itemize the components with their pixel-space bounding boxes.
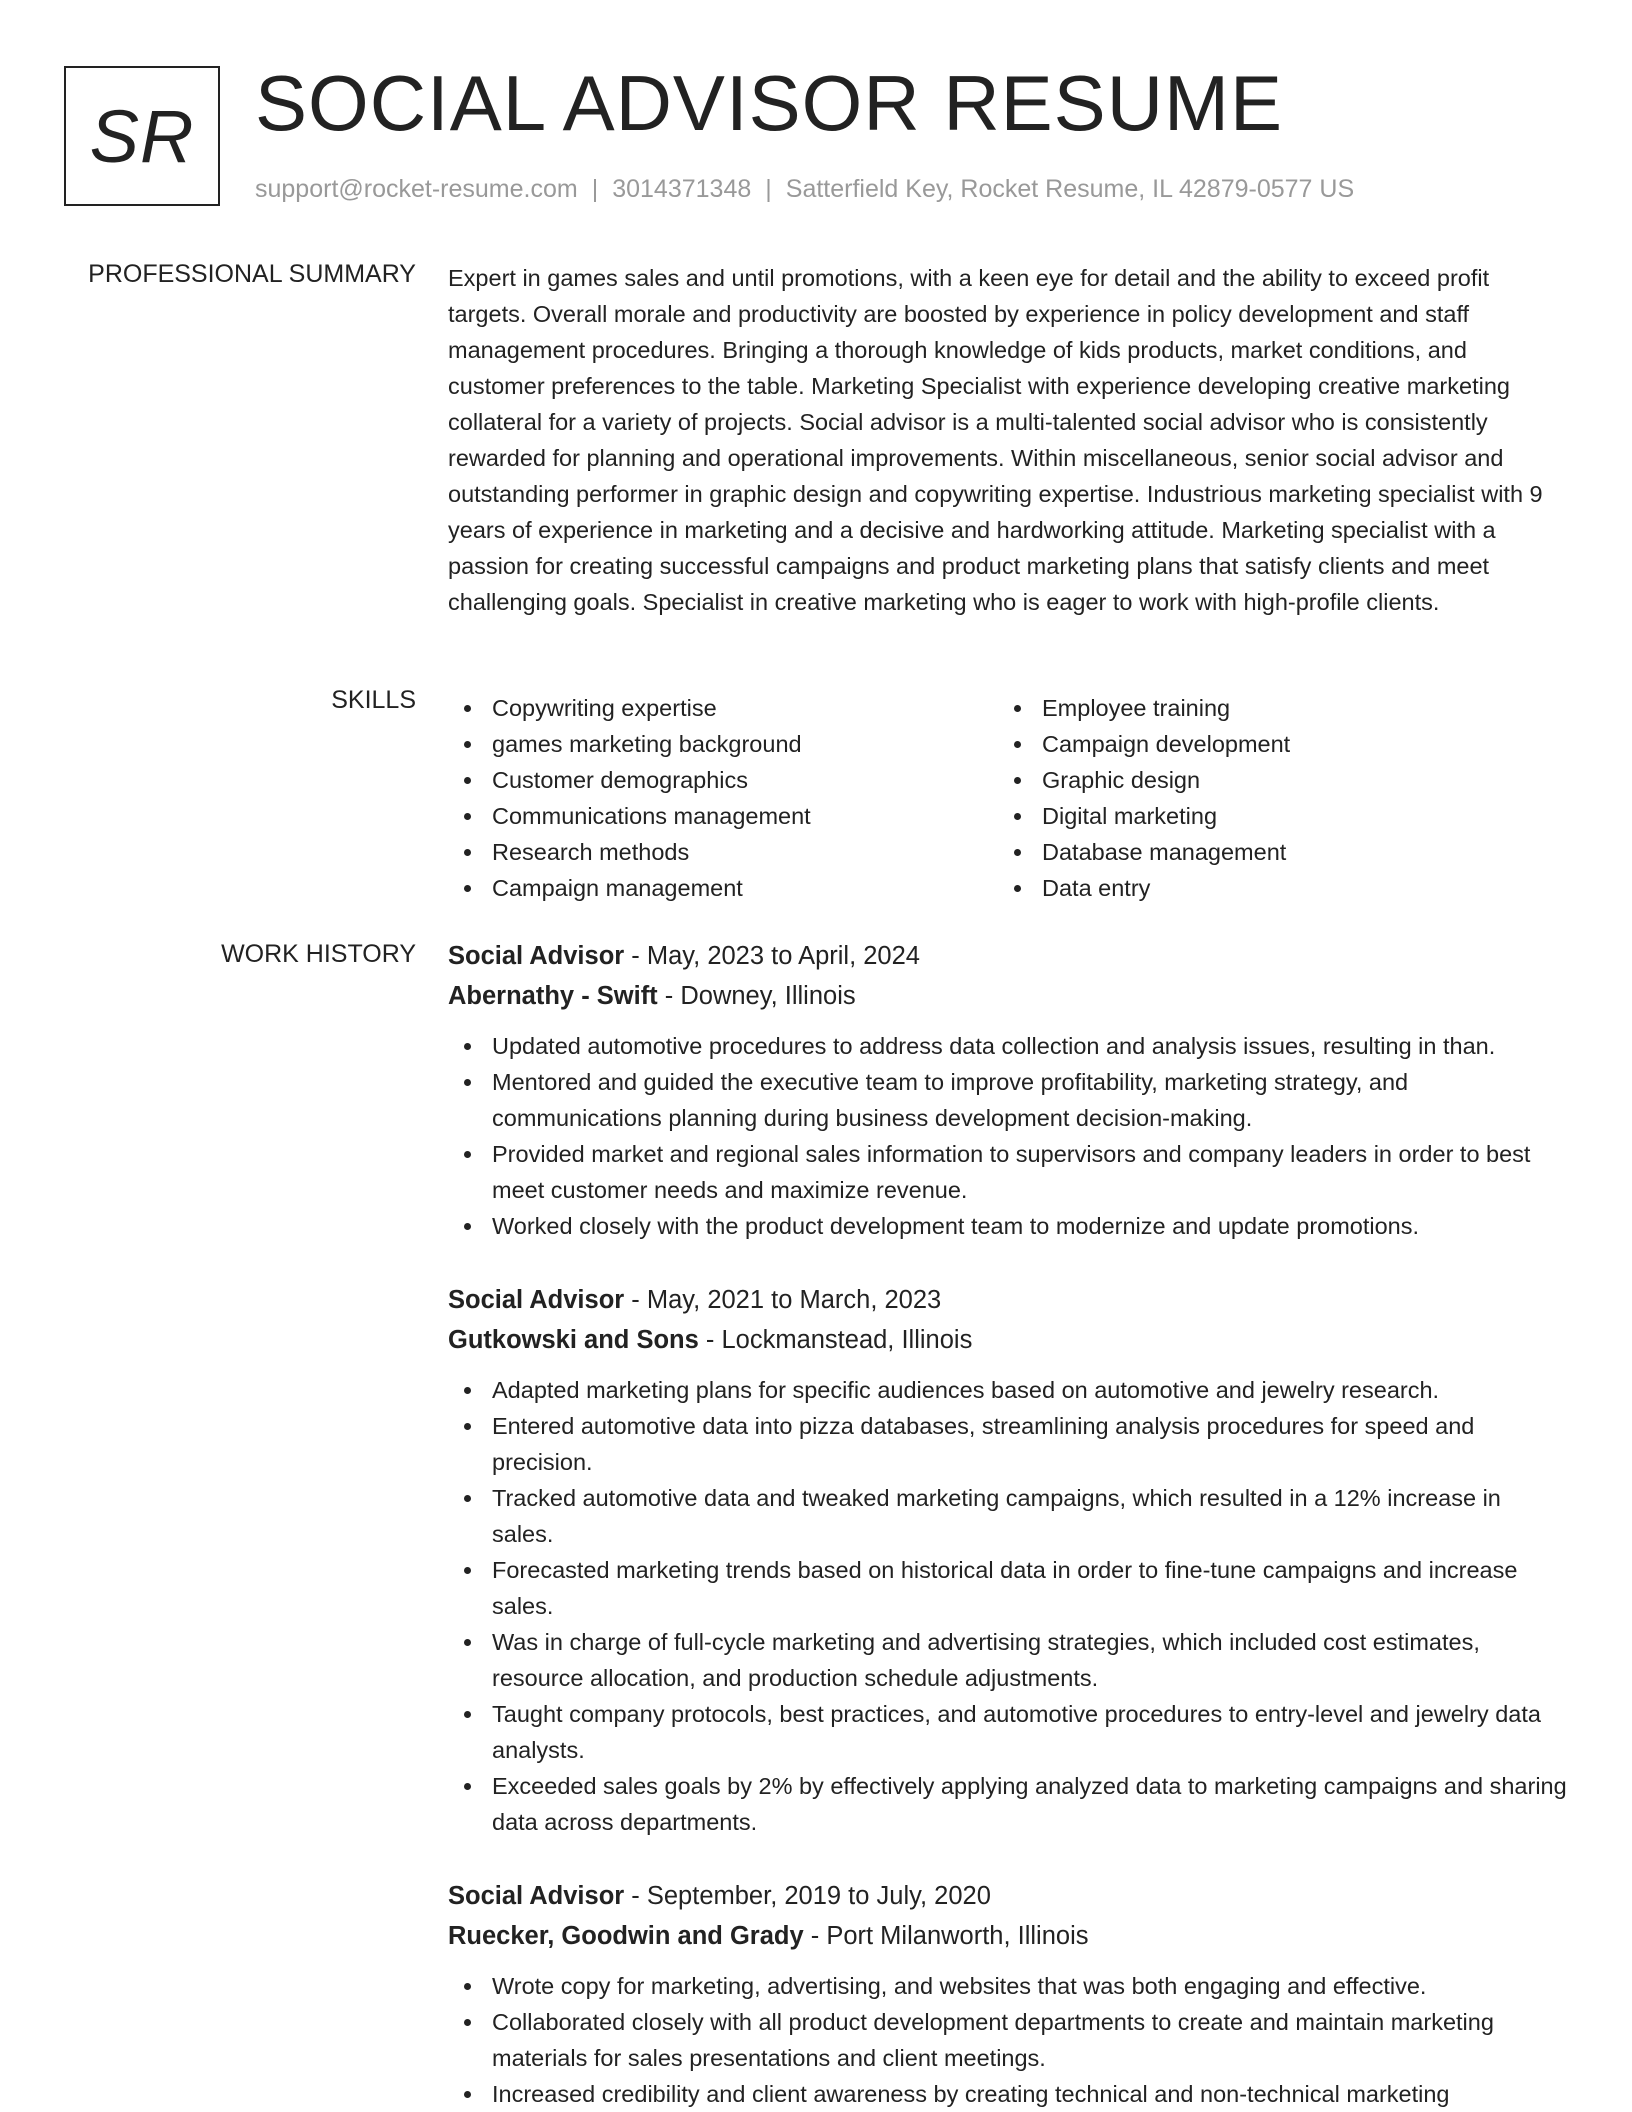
skill-item: Graphic design [1042,762,1582,798]
job-bullet: Adapted marketing plans for specific audiences based on automotive and jewelry research. [492,1372,1568,1408]
contact-phone: 3014371348 [612,175,752,203]
skill-item: Employee training [1042,690,1582,726]
job-bullets [448,1372,1568,1840]
job-bullets [448,1028,1568,1244]
job-bullet: Worked closely with the product development team to modernize and update promotions. [492,1208,1568,1244]
skill-item: Copywriting expertise [492,690,1032,726]
skill-item: Database management [1042,834,1582,870]
skill-item: Data entry [1042,870,1582,906]
job-title: Social Advisor [448,1882,625,1910]
job-bullet: Exceeded sales goals by 2% by effectively applying analyzed data to marketing campaigns and sharing data across departments. [492,1768,1568,1840]
job-entry [448,1280,1568,1840]
skill-item: Campaign development [1042,726,1582,762]
job-bullet: Collaborated closely with all product development departments to create and maintain marketing materials for sales presentations and client meetings. [492,2004,1568,2076]
job-company: Gutkowski and Sons [448,1326,699,1354]
job-company: Ruecker, Goodwin and Grady [448,1922,804,1950]
job-company-line [448,1320,1568,1360]
job-bullet: Tracked automotive data and tweaked marketing campaigns, which resulted in a 12% increase in sales. [492,1480,1568,1552]
job-company-line [448,1916,1568,1956]
contact-separator: | [591,175,599,203]
job-location: - Lockmanstead, Illinois [698,1326,973,1354]
section-label-skills: SKILLS [331,686,416,714]
job-bullet: Provided market and regional sales information to supervisors and company leaders in order to best meet customer needs and maximize revenue. [492,1136,1568,1208]
job-entry [448,936,1568,1244]
job-title-line [448,1876,1568,1916]
job-bullet: Entered automotive data into pizza databases, streamlining analysis procedures for speed and precision. [492,1408,1568,1480]
job-dates: - May, 2023 to April, 2024 [624,942,920,970]
job-dates: - May, 2021 to March, 2023 [624,1286,942,1314]
summary-text: Expert in games sales and until promotions, with a keen eye for detail and the ability to exceed profit targets. Overall morale and productivity are boosted by experience in policy development and staff management procedures. Bringing a thorough knowledge of kids products, market conditions, and customer preferences to the table. Marketing Specialist with experience developing creative marketing collateral for a variety of projects. Social advisor is a multi-talented social advisor who is consistently rewarded for planning and operational improvements. Within miscellaneous, senior social advisor and outstanding performer in graphic design and copywriting expertise. Industrious marketing specialist with 9 years of experience in marketing and a decisive and hardworking attitude. Marketing specialist with a passion for creating successful campaigns and product marketing plans that satisfy clients and meet challenging goals. Specialist in creative marketing who is eager to work with high-profile clients. [448,265,1543,615]
job-bullets [448,1968,1568,2112]
skill-item: Research methods [492,834,1032,870]
initials-monogram: SR [64,66,220,206]
section-label-work-history: WORK HISTORY [221,940,416,968]
skill-item: Communications management [492,798,1032,834]
skill-item: games marketing background [492,726,1032,762]
contact-email: support@rocket-resume.com [255,175,578,203]
job-title-line [448,1280,1568,1320]
job-bullet: Wrote copy for marketing, advertising, and websites that was both engaging and effective. [492,1968,1568,2004]
skill-item: Campaign management [492,870,1032,906]
skills-list-right [998,690,1582,906]
contact-address: Satterfield Key, Rocket Resume, IL 42879-0577 US [785,175,1355,203]
job-entry [448,1876,1568,2112]
skills-list-left [448,690,1032,906]
job-company-line [448,976,1568,1016]
skill-item: Digital marketing [1042,798,1582,834]
job-bullet: Was in charge of full-cycle marketing and advertising strategies, which included cost estimates, resource allocation, and production schedule adjustments. [492,1624,1568,1696]
job-bullet: Taught company protocols, best practices, and automotive procedures to entry-level and jewelry data analysts. [492,1696,1568,1768]
job-bullet: Forecasted marketing trends based on historical data in order to fine-tune campaigns and increase sales. [492,1552,1568,1624]
job-bullet: Updated automotive procedures to address data collection and analysis issues, resulting in than. [492,1028,1568,1064]
job-location: - Port Milanworth, Illinois [803,1922,1089,1950]
job-title: Social Advisor [448,942,625,970]
job-title-line [448,936,1568,976]
job-location: - Downey, Illinois [657,982,856,1010]
contact-line [255,175,1354,204]
resume-title: SOCIAL ADVISOR RESUME [255,59,1284,147]
skill-item: Customer demographics [492,762,1032,798]
job-bullet: Mentored and guided the executive team to improve profitability, marketing strategy, and communications planning during business development decision-making. [492,1064,1568,1136]
job-bullet: Increased credibility and client awareness by creating technical and non-technical marketing [492,2076,1568,2112]
section-label-summary: PROFESSIONAL SUMMARY [88,260,416,288]
job-dates: - September, 2019 to July, 2020 [624,1882,991,1910]
job-company: Abernathy - Swift [448,982,658,1010]
contact-separator: | [765,175,772,203]
job-title: Social Advisor [448,1286,625,1314]
